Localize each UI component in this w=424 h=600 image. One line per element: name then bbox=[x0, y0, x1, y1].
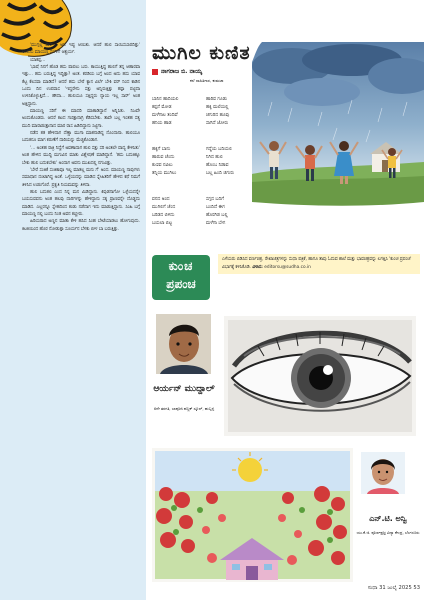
story-paragraph: 'ಬೇರೆ ಸಂತಿಕೆ ಸಂತಿಕಾವೂ ಇಲ್ಲ ಮಾತಲ್ಲ ಮನು ಗೆ' ಅಂದ. ಮಾಯಣ್ಣ ನಾವುಗಳು ಸಮಾಧಾನ ದಂಟಾಗಿದ್ದ ಅಂತೆ. ಒಳ್ಳೆಯದನ್ನು ಮಾಡಿದ ಸ್ನೇಹಿತರಿಗೆ ಹೇಳಿದ ಕಥೆ ನಿಮಗೆ ತಿಳಿಸಿದ ಉಡುಗೊರೆ. ಪ್ರಕೃತಿ ನಿಯಮವನ್ನು ತಿಳಿದಾ. bbox=[22, 167, 140, 188]
poem-line: ನಿಗಿದ ಹುಲಿ bbox=[206, 155, 223, 161]
red-square-icon bbox=[152, 69, 158, 75]
poem-line: ಮಳೆಗಾ ಬೇಗ bbox=[206, 221, 226, 227]
poem-line: ಬಯಲಾ ಬಿಟ್ಟ bbox=[152, 221, 173, 227]
poem-stanza bbox=[206, 96, 256, 128]
poem-line: ಹಾರಿವ ಗೂಡು bbox=[206, 97, 228, 102]
page-footer: ಸುಧಾ 31 ಜುಲೈ 2025 53 bbox=[367, 585, 420, 591]
story-paragraph: 'ಮುಗ್ಗಲ್ಲ ಸಾರ್... ಅದೆ ಇಷ್ಟ ಆಯಿತು. ಆದರೆ ಹುಲಿ ಸಾಯಿಸಬಾರದಿತ್ತು' ಅಂದೆನು ಮಾಯಣ್ಣ ಸಂಗೀಗೆ ಆಶ್ಚರ್ಯ. bbox=[22, 43, 140, 56]
story-paragraph: '... ಅಂತಹ ರಾತ್ರಿ ನಿದ್ದೆಗೆ ಅವಣಾದಾಗ ಹುಲಿ ಸತ್ತು ಸರಿ ಅಂತಲೇ ವಾದ್ಯ ಕೇಳಿಸಿತು' ಅಂತ ಹೇಳಿದ ಮುದ್ದಿ ಮಗುವಿನ ಮಾತು ವಿಶ್ಲೇಷಣೆ ಮಾಡಿದ್ದಾನೆ. 'ಹಸು ಬದುಕಿಕ್ಕೂ ಬೇಕು ಹುಲಿ ಬದುಕಬೇಕು' ಅಂದಾಗ ಅವನು ಮುಖದಲ್ಲಿ ನಗುವಿತ್ತು. bbox=[22, 145, 140, 166]
poem-line: ಚಿಗುರಿದ ಹೂವು bbox=[206, 113, 230, 119]
story-text bbox=[22, 42, 140, 233]
poem-line: ಹಕ್ಕಿಗೆ ಬಾನು bbox=[152, 147, 171, 152]
poem-line: ತನ್ನಿಯ ಮುಗಿಲು bbox=[152, 171, 177, 177]
artist-photo bbox=[156, 314, 211, 374]
story-paragraph: ಹಿರಿಯರಾದ ಅಣ್ಣನ ಮಾತಾ ಕೇಳಿ ಹಸಿದ ಸಿಂಹ ಬೇಟೆಯಾಡಲು ಹೋಗುವುದು. ಕಿಟಕಿಯಿಂದ ಹೊರ ನೋಡುತ್ತಾ ಸೂರ್ಯನ ಬೆಳಕು ಬೀಳ ಬಾ ಬರುತ್ತಿತ್ತು. bbox=[22, 219, 140, 232]
story-column bbox=[0, 0, 146, 600]
poem-line: ಹಾರುವ ಚೆಂದು bbox=[152, 155, 175, 161]
poem-line: ವನದ ಅಂದ bbox=[152, 197, 170, 202]
kunch-prapanch-logo bbox=[152, 255, 210, 300]
poem-title: ಮುಗಿಲ ಕುಣಿತ bbox=[152, 42, 251, 64]
poem-line: ಮುಗಿಲಿಗೆ ಚೆಂದ bbox=[152, 205, 176, 211]
artist-name: ಆರ್ಯನ್ ಮುದ್ದಾಲ್ bbox=[153, 384, 215, 394]
poem-line: ಬಂದಿದೆ ಈಗ bbox=[206, 205, 225, 211]
poem-stanza bbox=[206, 196, 256, 228]
poem-line: ಬಾನಿನ ಹಾದಿಯಲಿ bbox=[152, 97, 179, 102]
poem-line: ಬಲ್ಲ ಹಿಂದಿ ಚಿಗುರು bbox=[206, 171, 235, 177]
poem-author bbox=[152, 68, 257, 76]
submission-note bbox=[218, 254, 420, 274]
poem-line: ಹೊರಗಿಡ ಬಲ್ಲಿ bbox=[206, 213, 228, 219]
poem-stanza bbox=[206, 146, 256, 178]
artist-photo bbox=[361, 452, 405, 494]
rain-children-illustration bbox=[252, 42, 424, 222]
poem-line: ಗದ್ದೆಯ ಬದಿಯಲಿ bbox=[206, 147, 232, 152]
poem-header bbox=[152, 42, 257, 83]
email-address: editorsu@sudha.co.in bbox=[264, 265, 311, 270]
email-label: ವಿಳಾಸ: bbox=[252, 265, 263, 270]
poem-line: ಹಕ್ಕಿ ಮಲೆಯಲ್ಲಿ bbox=[206, 105, 229, 111]
poem-line: ಸಾಗಿದೆ ಜೋರು bbox=[206, 121, 229, 127]
artist-school: ಯು.ಕೆ.ಜಿ. ಪೂರ್ಣಪ್ರಜ್ಞ ವಿದ್ಯಾ ಕೇಂದ್ರ, ಬೆಂಗಳೂರು bbox=[356, 530, 420, 535]
submission-text: ಎಳೆಯರು ಬಿಡಿಸಿದ ವರ್ಣಚಿತ್ರ, ರೇಖಾಚಿತ್ರಗಳನ್ನು ಸುಧಾ ಪತ್ರಿಕೆ, ಹಾಗೂ ತಾವು ಓದುವ ಶಾಲೆ ಮತ್ತು ಭಾವಚಿತ್ರವನ್ನು ಲಗತ್ತಿಸಿ 'ಕುಂಚ ಪ್ರಪಂಚ' ವಿಭಾಗಕ್ಕೆ ಕಳಿಸಿಕೊಡಿ. bbox=[222, 257, 412, 270]
poem-stanza bbox=[152, 96, 202, 128]
poem-line: ಕಪ್ಪನೆ ಮೋಡ bbox=[152, 105, 172, 111]
artist-school: 6ನೇ ತರಗತಿ, ಬಾಪೂಜಿ ಪಬ್ಲಿಕ್ ಸ್ಕೂಲ್, ಹುಬ್ಬಳ್ಳಿ bbox=[153, 406, 215, 411]
logo-line-1: ಕುಂಚ bbox=[168, 259, 194, 273]
poem-line: ಹೊಂಬ ನಿಡಾವ bbox=[206, 163, 229, 169]
poem-stanza bbox=[152, 196, 202, 228]
story-paragraph: ಹುಲಿ ಬದುಕಲಿ ಎಂದ ನಿನ್ನ ಮನ ಮಿಡಿದ್ದಾನು. ಕಿವುಡನಾಗೋ ಒಳ್ಳೆಯದನ್ನೇ ಬಯಸುವವನು ಅಂತ ಹಲವು ದಾರಿಗಳನ್ನು ಹೇಳಿದ್ದಾನು ಸಕ್ಕ ಪ್ರಾಣವನ್ನೇ ದೊಡ್ಡದು ಮಾಡಿದ. ಎಲ್ಲರನ್ನೂ ಸ್ನೇಹದಿಂದ ಕಂಡು ನಡೆದಾಗ ಇದು ಮಾಡುತ್ತಿದ್ದಾನು. ಸಿಂಹಿ ಬಗ್ಗೆ ಮಾಯಣ್ಣ ನಲ್ಲಿ ಬಂದು ನಿಂತ ಅವನ ಕಣ್ಣೀರು. bbox=[22, 189, 140, 217]
poem-line: ಕುಣಿವ ನವಿಲು bbox=[152, 163, 173, 169]
story-paragraph: ಯಾಕಪ್ಪ... bbox=[30, 57, 46, 63]
kunch-prapanch-intro bbox=[152, 254, 420, 314]
poem-line: ಮಳೆಗಾಲ ತಂದಿವೆ bbox=[152, 113, 178, 119]
story-paragraph: 'ಭಾಷೆ ನಿನಗೆ ಹೊಡ ಹಸು ಪಾಪಲು ಬರು. ಕಾಯುತ್ತಿದ್ದ ಹುಲಿಗೆ ತನ್ನ ಆಹಾರವಾ ಇತ್ತು... ಹಸು ಬರುತ್ತಿದ್ದ ಇದ್ದಿತ್ತಾ? ಅಂತ. ಕರಡಿಯ ಬಗ್ಗೆ ಅಂದ ಅದು ಹಸು ಯಾವ ಕೆಟ್ಟ ಕೆಲಸವಾ ಮಾಡಿದೆ? ಆದರೆ ಹಸು ಬೇರೆ ಕ್ಯಾನ ವಿರ್ಲೆ ಬೇಕಿ ವರ್ ನಿಂದ ಕಾಡಿನ ಒಂದು ದಿನ ಉಪವಾಸ 'ಇದ್ದರೇನು ಸತ್ತು ಅನ್ನಿರುತ್ತಿತ್ತು ತಪ್ಪಾ ಪಟ್ಟಿದಾ ಉಳಿಸಿಕೊಳ್ಳುತ್ತಿದೆ... ಹೌದಾ... ಹುಲಿಯೂ ಸತ್ತಿದ್ದರು ನ್ಯಾಯ ಇಲ್ಲ ಸಾರ್' ಅಂತ ಅತ್ತಿದ್ದಾನು. bbox=[22, 65, 140, 107]
story-paragraph: ಮಾಯಣ್ಣ ಸರಿಗೆ ಈ ಮಾದರಿ ಮಾತಾಡಿದ್ದಾನೆ ಅನ್ನಿಸಿತು. ನಿಜವೇ ಅಂದುಕೊಂಡರು. ಆದರೆ ಕಟದ ಗಣಿತ್ತಾನಾಗ್ರಿ ಕೆಡಿಸಬೇಕು. ತಾವೇ ಬಲ್ಲ ಇಂತಹ ಸತ್ಯ ಮುದಿ ಮಾರಾಡುತ್ತಾನಾದ ಮಾರ ರಾಸ ಹಿಡಿದಿದ್ದಾನು ಸಿಟ್ಟಿಗಾ. bbox=[22, 109, 140, 129]
logo-line-2: ಪ್ರಪಂಚ bbox=[166, 277, 196, 291]
artist-name: ಎನ್.ಟಿ. ಅನ್ವಿ bbox=[369, 514, 407, 523]
story-paragraph: ನಡೆದ ತತ ಹೇಳಿದಾಗ ದೆಣ್ಣಾ ಮುಗಾ ಮಾತನಾಡಿದ್ದ ನೊಂದಾನಾ. ಹುಲಿಯೂ ಬದುಕನೂ ಮಾಗ ಕರುಣೆಗೆ ದಾರಿಯನ್ನು ಮೆಚ್ಚಿಕೊಂಡಾಗ. bbox=[22, 131, 140, 144]
eye-sketch-artwork bbox=[224, 316, 416, 436]
poem-stanza bbox=[152, 146, 202, 178]
poem-author-name: ನಾಗರಾಜ ಬಿ. ನಾಯ್ಕ bbox=[161, 68, 202, 75]
poem-line: ಸಗ್ಗದ ಬದಿಗೆ bbox=[206, 197, 224, 202]
flower-garden-artwork bbox=[152, 448, 353, 582]
poem-author-place: ಕಲೆ ಸಾಹಿತಿಗಾರ, ಕುಮಟಾ bbox=[190, 78, 224, 83]
poem-line: ಬರಿಡದ ಬಿಳಿದು bbox=[152, 213, 175, 219]
poem-line: ಹನಿಯ ಹಾಡ bbox=[152, 121, 172, 127]
